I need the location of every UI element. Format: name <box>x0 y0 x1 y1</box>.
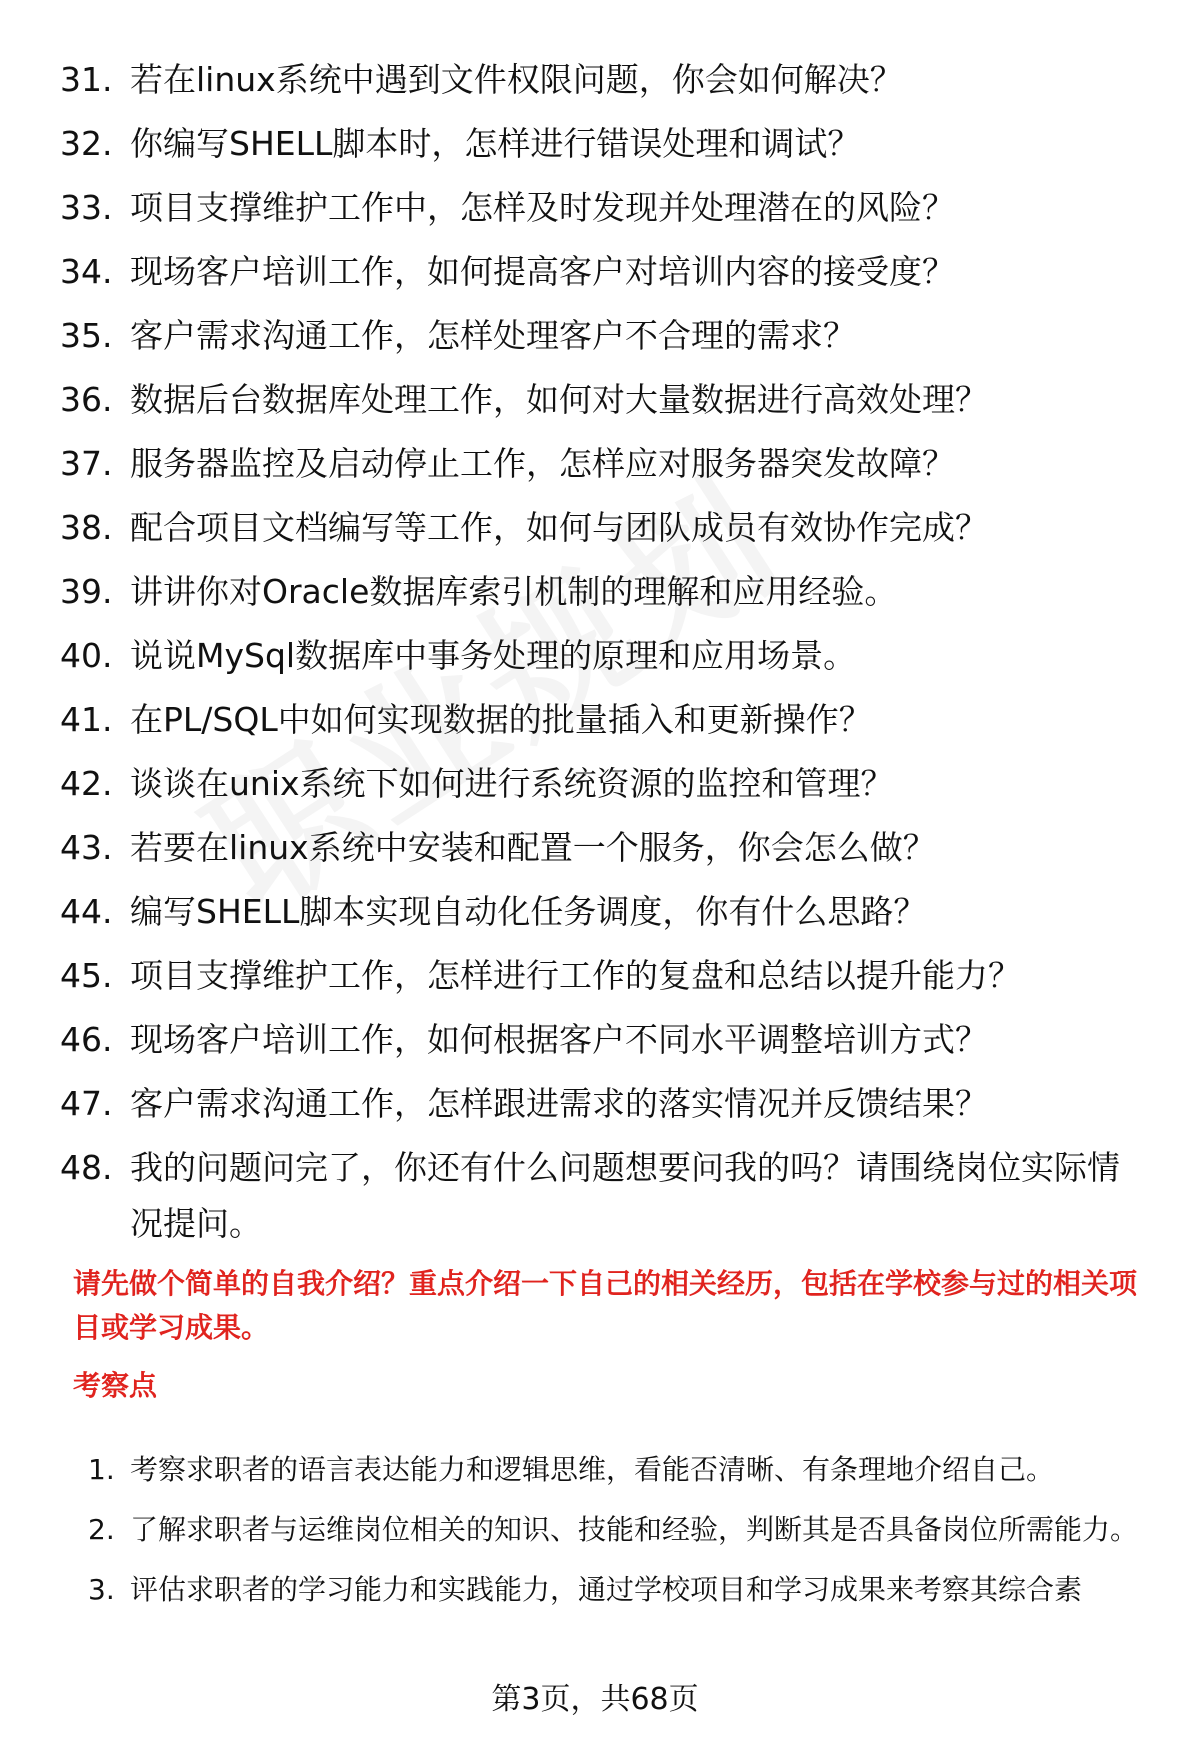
list-item <box>60 372 1150 436</box>
question-text: 你编写SHELL脚本时，怎样进行错误处理和调试？ <box>130 124 861 163</box>
list-item <box>88 1440 1158 1500</box>
list-item <box>60 308 1150 372</box>
list-item <box>60 244 1150 308</box>
question-text: 在PL/SQL中如何实现数据的批量插入和更新操作？ <box>130 700 872 739</box>
question-text: 现场客户培训工作，如何提高客户对培训内容的接受度？ <box>130 252 955 291</box>
question-text: 若在linux系统中遇到文件权限问题，你会如何解决？ <box>130 60 903 99</box>
question-number: 37. <box>60 444 113 483</box>
question-number: 41. <box>60 700 113 739</box>
question-list <box>60 52 1150 1260</box>
list-item <box>60 948 1150 1012</box>
question-number: 44. <box>60 892 113 931</box>
point-number: 1. <box>88 1453 115 1486</box>
question-number: 45. <box>60 956 113 995</box>
list-item <box>88 1500 1158 1560</box>
list-item <box>60 180 1150 244</box>
question-number: 33. <box>60 188 113 227</box>
question-number: 35. <box>60 316 113 355</box>
question-number: 46. <box>60 1020 113 1059</box>
question-number: 43. <box>60 828 113 867</box>
question-text: 项目支撑维护工作中，怎样及时发现并处理潜在的风险？ <box>130 188 955 227</box>
question-text: 客户需求沟通工作，怎样跟进需求的落实情况并反馈结果？ <box>130 1084 988 1123</box>
list-item <box>60 692 1150 756</box>
question-text: 若要在linux系统中安装和配置一个服务，你会怎么做？ <box>130 828 936 867</box>
list-item <box>60 436 1150 500</box>
list-item <box>88 1560 1158 1620</box>
question-text: 数据后台数据库处理工作，如何对大量数据进行高效处理？ <box>130 380 988 419</box>
question-number: 42. <box>60 764 113 803</box>
list-item <box>60 756 1150 820</box>
list-item <box>60 628 1150 692</box>
question-text: 讲讲你对Oracle数据库索引机制的理解和应用经验。 <box>130 572 898 611</box>
question-text: 配合项目文档编写等工作，如何与团队成员有效协作完成？ <box>130 508 988 547</box>
list-item <box>60 820 1150 884</box>
question-number: 31. <box>60 60 113 99</box>
question-number: 34. <box>60 252 113 291</box>
question-number: 39. <box>60 572 113 611</box>
list-item <box>60 1140 1150 1260</box>
list-item <box>60 1076 1150 1140</box>
question-number: 38. <box>60 508 113 547</box>
question-text: 客户需求沟通工作，怎样处理客户不合理的需求？ <box>130 316 856 355</box>
list-item <box>60 500 1150 564</box>
point-text: 考察求职者的语言表达能力和逻辑思维，看能否清晰、有条理地介绍自己。 <box>130 1453 1055 1486</box>
point-text: 评估求职者的学习能力和实践能力，通过学校项目和学习成果来考察其综合素 <box>130 1573 1083 1606</box>
highlighted-question: 请先做个简单的自我介绍？重点介绍一下自己的相关经历，包括在学校参与过的相关项目或学习成果。 <box>73 1267 1138 1344</box>
list-item <box>60 884 1150 948</box>
question-number: 48. <box>60 1148 113 1187</box>
point-text: 了解求职者与运维岗位相关的知识、技能和经验，判断其是否具备岗位所需能力。 <box>130 1513 1139 1546</box>
point-number: 2. <box>88 1513 115 1546</box>
question-number: 40. <box>60 636 113 675</box>
page-number-footer: 第3页，共68页 <box>491 1682 699 1717</box>
list-item <box>60 1012 1150 1076</box>
list-item <box>60 52 1150 116</box>
list-item <box>60 116 1150 180</box>
question-text: 编写SHELL脚本实现自动化任务调度，你有什么思路？ <box>130 892 927 931</box>
point-number: 3. <box>88 1573 115 1606</box>
section-heading: 考察点 <box>73 1369 158 1402</box>
question-text: 服务器监控及启动停止工作，怎样应对服务器突发故障？ <box>130 444 955 483</box>
list-item <box>60 564 1150 628</box>
question-text: 现场客户培训工作，如何根据客户不同水平调整培训方式？ <box>130 1020 988 1059</box>
assessment-points-list <box>88 1440 1158 1620</box>
question-number: 47. <box>60 1084 113 1123</box>
question-text: 说说MySql数据库中事务处理的原理和应用场景。 <box>130 636 857 675</box>
question-number: 32. <box>60 124 113 163</box>
question-number: 36. <box>60 380 113 419</box>
question-text: 我的问题问完了，你还有什么问题想要问我的吗？请围绕岗位实际情况提问。 <box>130 1148 1120 1243</box>
question-text: 谈谈在unix系统下如何进行系统资源的监控和管理？ <box>130 764 894 803</box>
question-text: 项目支撑维护工作，怎样进行工作的复盘和总结以提升能力？ <box>130 956 1021 995</box>
